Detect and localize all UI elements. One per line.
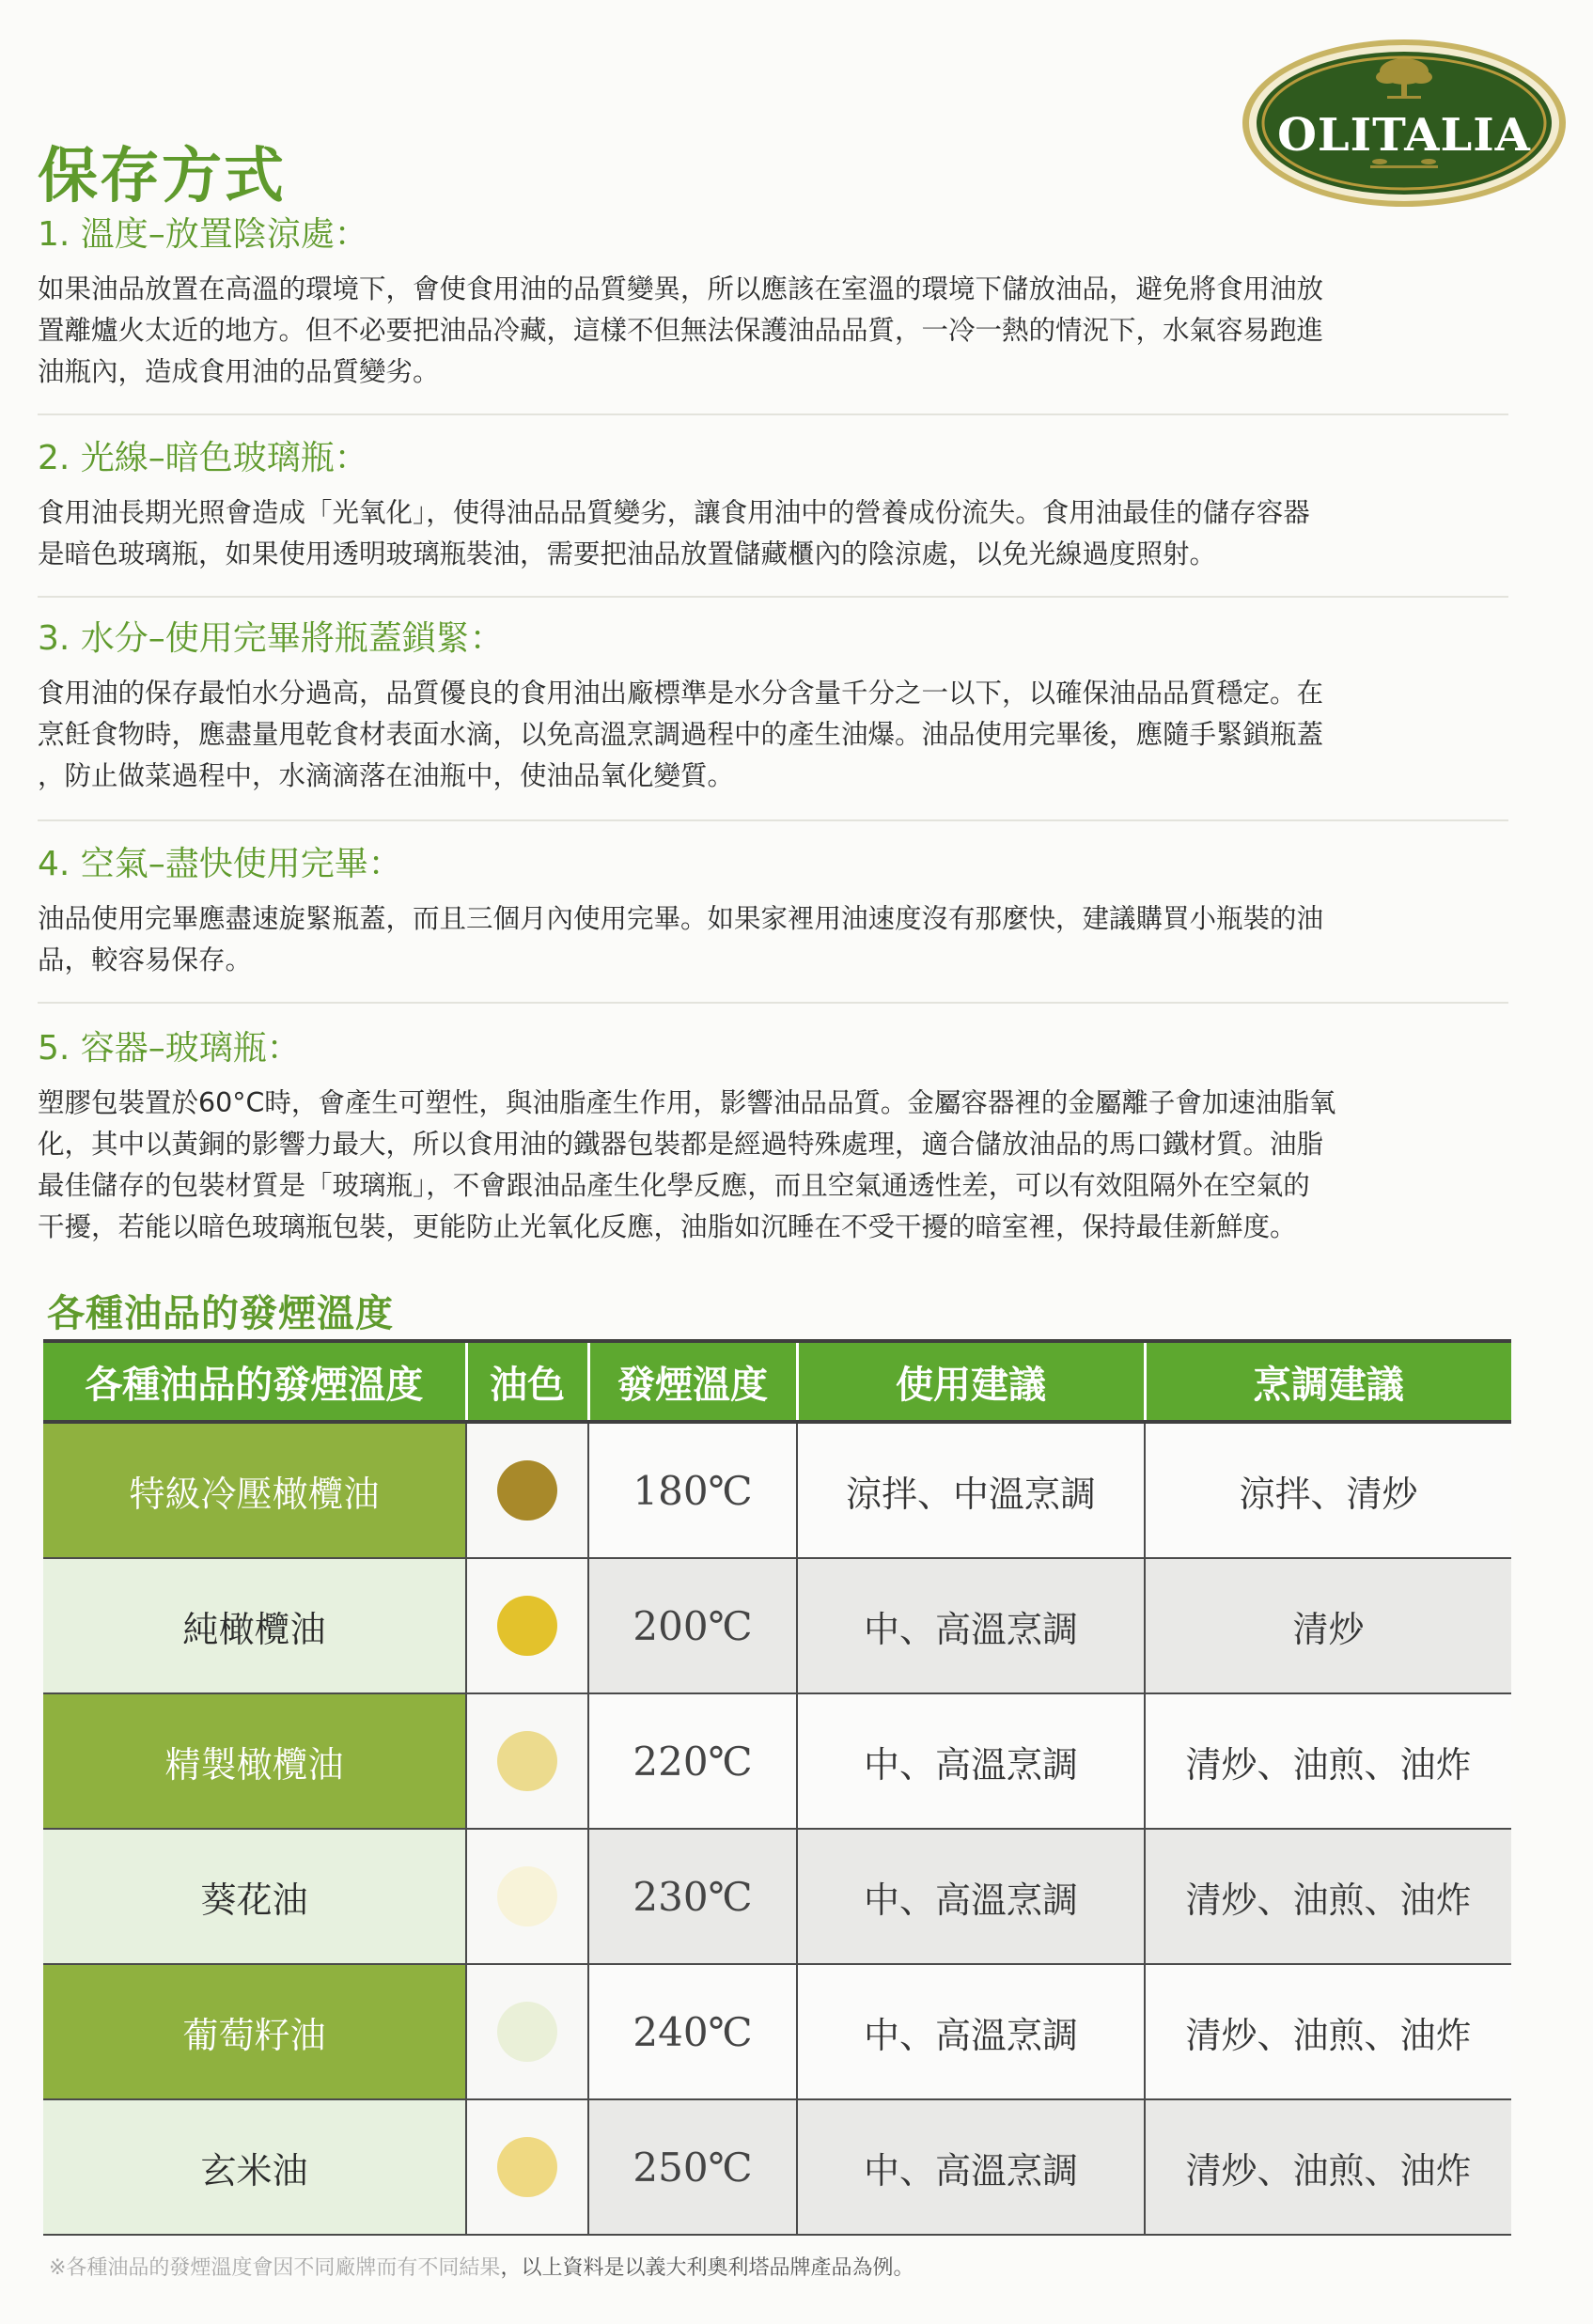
smoke-point: 250℃: [588, 2099, 797, 2235]
oil-color-swatch: [497, 1460, 557, 1521]
table-row: [43, 1829, 1511, 1964]
table-row: [43, 2099, 1511, 2235]
body-line: 烹飪食物時，應盡量甩乾食材表面水滴，以免高溫烹調過程中的產生油爆。油品使用完畢後，應隨手緊鎖瓶蓋: [38, 719, 1324, 750]
section-title: 3. 水分–使用完畢將瓶蓋鎖緊：: [38, 619, 504, 658]
oil-color-swatch: [497, 2137, 557, 2197]
section-title: 2. 光線–暗色玻璃瓶：: [38, 439, 368, 477]
cooking: 涼拌、清炒: [1145, 1422, 1511, 1558]
section-moisture: [38, 616, 1508, 797]
oil-color-swatch: [497, 1866, 557, 1926]
oil-name: 精製橄欖油: [43, 1693, 466, 1829]
body-line: ，防止做菜過程中，水滴滴落在油瓶中，使油品氧化變質。: [38, 760, 735, 791]
usage: 涼拌、中溫烹調: [797, 1422, 1145, 1558]
oil-name: 葵花油: [43, 1829, 466, 1964]
cooking: 清炒、油煎、油炸: [1145, 2099, 1511, 2235]
header-smoke-point: 發煙溫度: [588, 1341, 797, 1422]
section-divider: [38, 596, 1508, 598]
body-line: 置離爐火太近的地方。但不必要把油品冷藏，這樣不但無法保護油品品質，一冷一熱的情況下，水氣容易跑進: [38, 315, 1324, 346]
body-line: 干擾，若能以暗色玻璃瓶包裝，更能防止光氧化反應，油脂如沉睡在不受干擾的暗室裡，保持最佳新鮮度。: [38, 1211, 1297, 1242]
smoke-point: 230℃: [588, 1829, 797, 1964]
usage: 中、高溫烹調: [797, 2099, 1145, 2235]
smoke-point: 180℃: [588, 1422, 797, 1558]
oil-color-cell: [466, 1829, 588, 1964]
oil-name: 特級冷壓橄欖油: [43, 1422, 466, 1558]
section-title: 1. 溫度–放置陰涼處：: [38, 215, 368, 254]
olitalia-logo-graphic: [1239, 36, 1570, 211]
body-line: 最佳儲存的包裝材質是「玻璃瓶」，不會跟油品產生化學反應，而且空氣通透性差，可以有效阻隔外在空氣的: [38, 1170, 1310, 1201]
section-divider: [38, 413, 1508, 415]
oil-color-swatch: [497, 1596, 557, 1656]
oil-name: 玄米油: [43, 2099, 466, 2235]
body-line: 塑膠包裝置於60°C時，會產生可塑性，與油脂產生作用，影響油品品質。金屬容器裡的金屬離子會加速油脂氧: [38, 1087, 1336, 1118]
section-body: [38, 1083, 1508, 1248]
header-cooking: 烹調建議: [1145, 1341, 1511, 1422]
table-title: 各種油品的發煙溫度: [47, 1292, 394, 1335]
section-title: 4. 空氣–盡快使用完畢：: [38, 845, 402, 883]
smoke-point: 240℃: [588, 1964, 797, 2099]
body-line: 化，其中以黃銅的影響力最大，所以食用油的鐵器包裝都是經過特殊處理，適合儲放油品的馬口鐵材質。油脂: [38, 1129, 1324, 1160]
table-row: [43, 1422, 1511, 1558]
body-line: 食用油的保存最怕水分過高，品質優良的食用油出廠標準是水分含量千分之一以下，以確保油品品質穩定。在: [38, 678, 1324, 709]
logo-text: OLITALIA: [1277, 109, 1531, 162]
usage: 中、高溫烹調: [797, 1829, 1145, 1964]
table-row: [43, 1558, 1511, 1693]
page-title: 保存方式: [38, 141, 286, 211]
cooking: 清炒、油煎、油炸: [1145, 1964, 1511, 2099]
footnote: [49, 2252, 914, 2281]
body-line: 是暗色玻璃瓶，如果使用透明玻璃瓶裝油，需要把油品放置儲藏櫃內的陰涼處，以免光線過度照射。: [38, 538, 1217, 569]
section-body: [38, 898, 1508, 981]
cooking: 清炒、油煎、油炸: [1145, 1693, 1511, 1829]
section-container: [38, 1026, 1508, 1248]
oil-color-cell: [466, 2099, 588, 2235]
smoke-point-table: [43, 1339, 1511, 2236]
section-body: [38, 269, 1508, 393]
section-title: 5. 容器–玻璃瓶：: [38, 1029, 301, 1068]
body-line: 油品使用完畢應盡速旋緊瓶蓋，而且三個月內使用完畢。如果家裡用油速度沒有那麼快，建議購買小瓶裝的油: [38, 903, 1324, 934]
smoke-point: 220℃: [588, 1693, 797, 1829]
table-header-row: [43, 1341, 1511, 1422]
header-usage: 使用建議: [797, 1341, 1145, 1422]
header-oil-color: 油色: [466, 1341, 588, 1422]
table-row: [43, 1964, 1511, 2099]
section-air: [38, 842, 1508, 981]
section-body: [38, 673, 1508, 797]
section-light: [38, 436, 1508, 575]
body-line: 如果油品放置在高溫的環境下，會使食用油的品質變異，所以應該在室溫的環境下儲放油品，避免將食用油放: [38, 273, 1324, 304]
body-line: 品，較容易保存。: [38, 944, 253, 975]
cooking: 清炒、油煎、油炸: [1145, 1829, 1511, 1964]
usage: 中、高溫烹調: [797, 1693, 1145, 1829]
usage: 中、高溫烹調: [797, 1964, 1145, 2099]
oil-color-cell: [466, 1693, 588, 1829]
smoke-point: 200℃: [588, 1558, 797, 1693]
section-temperature: [38, 212, 1508, 393]
table-row: [43, 1693, 1511, 1829]
oil-color-swatch: [497, 2002, 557, 2062]
section-body: [38, 492, 1508, 575]
body-line: 食用油長期光照會造成「光氧化」，使得油品品質變劣，讓食用油中的營養成份流失。食用油最佳的儲存容器: [38, 497, 1310, 528]
footnote-disclaimer: ※各種油品的發煙溫度會因不同廠牌而有不同結果: [49, 2256, 501, 2280]
header-oil-type: 各種油品的發煙溫度: [43, 1341, 466, 1422]
oil-color-cell: [466, 1422, 588, 1558]
oil-name: 純橄欖油: [43, 1558, 466, 1693]
body-line: 油瓶內，造成食用油的品質變劣。: [38, 356, 440, 387]
oil-color-cell: [466, 1964, 588, 2099]
oil-name: 葡萄籽油: [43, 1964, 466, 2099]
oil-color-cell: [466, 1558, 588, 1693]
usage: 中、高溫烹調: [797, 1558, 1145, 1693]
oil-color-swatch: [497, 1731, 557, 1791]
section-divider: [38, 1002, 1508, 1004]
section-divider: [38, 819, 1508, 821]
footnote-source: ，以上資料是以義大利奧利塔品牌產品為例。: [500, 2256, 914, 2280]
olitalia-logo: [1239, 36, 1570, 211]
cooking: 清炒: [1145, 1558, 1511, 1693]
